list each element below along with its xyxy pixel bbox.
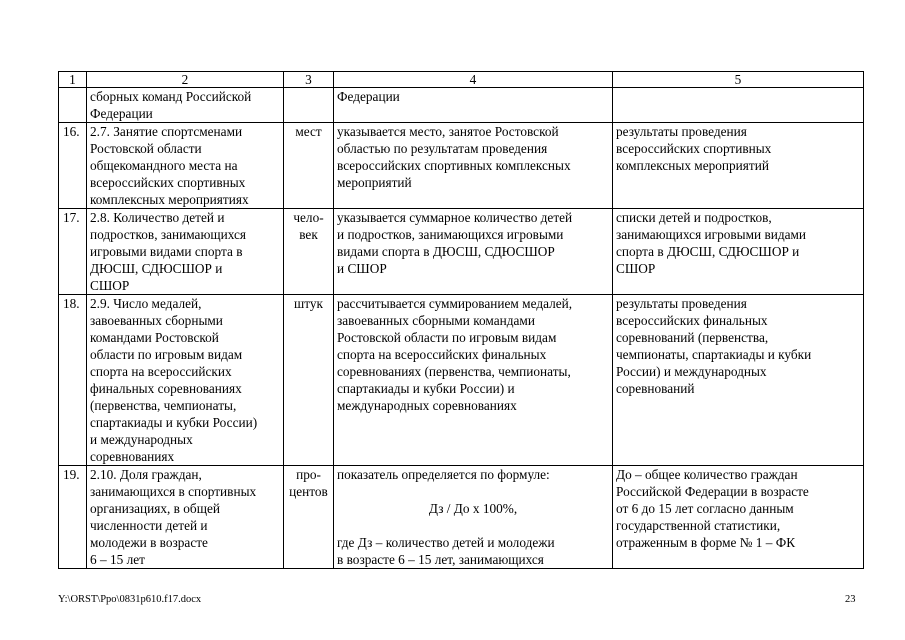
cell-unit: про- центов: [284, 466, 334, 569]
table-row-17: [59, 209, 864, 295]
cell-method: указывается суммарное количество детей и подростков, занимающихся игровыми видами спорта в ДЮСШ, СДЮСШОР и СШОР: [334, 209, 613, 295]
cell-method: [334, 466, 613, 569]
cell-source: результаты проведения всероссийских финальных соревнований (первенства, чемпионаты, спартакиады и кубки России) и международных соревнований: [613, 295, 864, 466]
header-col-1: 1: [59, 72, 87, 88]
cell-num: 19.: [59, 466, 87, 569]
footer-file-path: Y:\ORST\Ppo\0831p610.f17.docx: [58, 594, 202, 605]
cell-method: указывается место, занятое Ростовской областью по результатам проведения всероссийских спортивных комплексных мероприятий: [334, 123, 613, 209]
header-row: [59, 72, 864, 88]
cell-unit: штук: [284, 295, 334, 466]
page-number: 23: [845, 594, 856, 605]
cell-num: 17.: [59, 209, 87, 295]
header-col-2: 2: [87, 72, 284, 88]
cell-indicator-name: 2.7. Занятие спортсменами Ростовской области общекомандного места на всероссийских спортивных комплексных мероприятиях: [87, 123, 284, 209]
cell-unit: чело- век: [284, 209, 334, 295]
method-intro: показатель определяется по формуле:: [337, 467, 550, 482]
table-row-19: [59, 466, 864, 569]
cell-source: списки детей и подростков, занимающихся игровыми видами спорта в ДЮСШ, СДЮСШОР и СШОР: [613, 209, 864, 295]
cell-num: [59, 88, 87, 123]
cell-source: результаты проведения всероссийских спортивных комплексных мероприятий: [613, 123, 864, 209]
cell-source: До – общее количество граждан Российской Федерации в возрасте от 6 до 15 лет согласно данным государственной статистики, отраженным в форме № 1 – ФК: [613, 466, 864, 569]
cell-unit: [284, 88, 334, 123]
cell-indicator-name: 2.9. Число медалей, завоеванных сборными командами Ростовской области по игровым видам спорта на всероссийских финальных соревнованиях (первенства, чемпионаты, спартакиады и кубки России) и международных соревнованиях: [87, 295, 284, 466]
cell-num: 18.: [59, 295, 87, 466]
cell-unit: мест: [284, 123, 334, 209]
table-row-18: [59, 295, 864, 466]
formula: Дз / До х 100%,: [428, 501, 518, 516]
cell-indicator-name: 2.8. Количество детей и подростков, занимающихся игровыми видами спорта в ДЮСШ, СДЮСШОР и СШОР: [87, 209, 284, 295]
cell-indicator-name: 2.10. Доля граждан, занимающихся в спортивных организациях, в общей численности детей и молодежи в возрасте 6 – 15 лет: [87, 466, 284, 569]
cell-indicator-name: сборных команд Российской Федерации: [87, 88, 284, 123]
method-tail: где Дз – количество детей и молодежи в возрасте 6 – 15 лет, занимающихся: [337, 535, 555, 567]
cell-source: [613, 88, 864, 123]
table-row-continuation: [59, 88, 864, 123]
cell-method: рассчитывается суммированием медалей, завоеванных сборными командами Ростовской области по игровым видам спорта на всероссийских финальных соревнованиях (первенства, чемпионаты, спартакиады и кубки России) и международных соревнованиях: [334, 295, 613, 466]
cell-num: 16.: [59, 123, 87, 209]
header-col-3: 3: [284, 72, 334, 88]
header-col-4: 4: [334, 72, 613, 88]
table-row-16: [59, 123, 864, 209]
cell-method: Федерации: [334, 88, 613, 123]
indicators-table: [58, 71, 864, 569]
header-col-5: 5: [613, 72, 864, 88]
